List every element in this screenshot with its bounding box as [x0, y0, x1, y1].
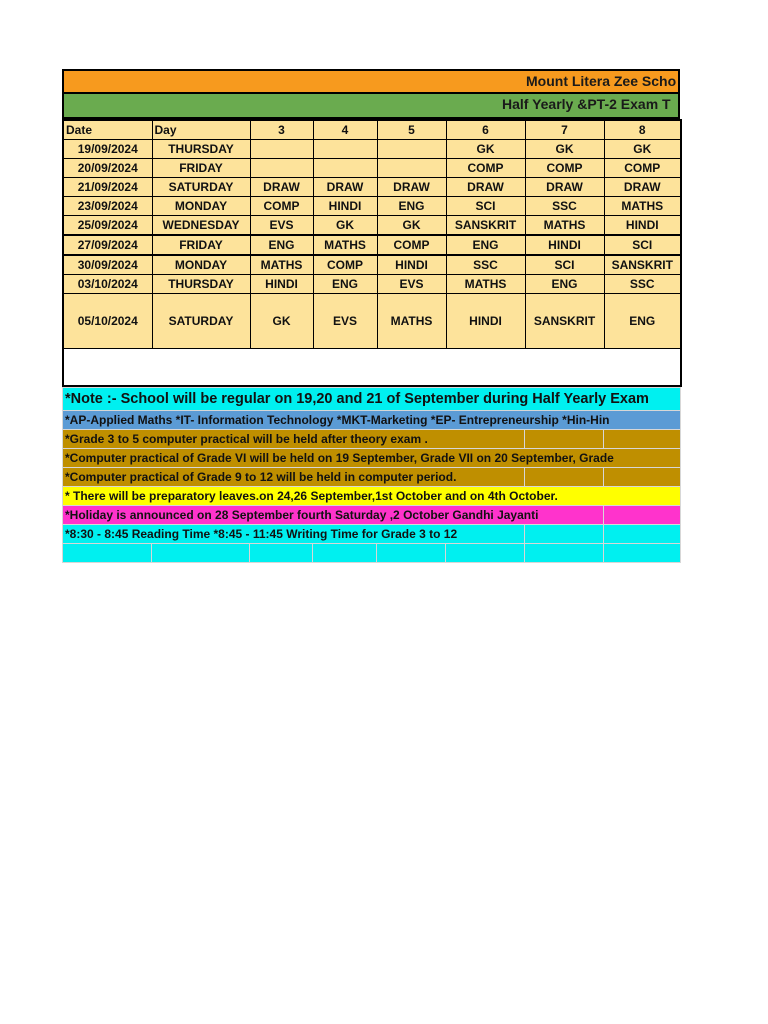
table-cell: SANSKRIT — [604, 255, 681, 275]
table-cell: SCI — [446, 197, 525, 216]
table-cell: MATHS — [377, 294, 446, 349]
exam-timetable — [62, 119, 682, 387]
table-cell: COMP — [604, 159, 681, 178]
note-holiday: *Holiday is announced on 28 September fourth Saturday ,2 October Gandhi Jayanti — [63, 506, 604, 525]
table-cell: SANSKRIT — [525, 294, 604, 349]
table-cell: HINDI — [377, 255, 446, 275]
table-cell: EVS — [313, 294, 377, 349]
table-cell: 03/10/2024 — [63, 275, 152, 294]
empty-cell — [604, 468, 681, 487]
table-cell — [377, 140, 446, 159]
table-cell: GK — [377, 216, 446, 236]
table-cell: COMP — [446, 159, 525, 178]
table-cell: SATURDAY — [152, 178, 250, 197]
table-cell: 05/10/2024 — [63, 294, 152, 349]
table-cell: GK — [446, 140, 525, 159]
note-row — [63, 525, 681, 544]
table-cell: MATHS — [525, 216, 604, 236]
table-cell — [250, 159, 313, 178]
table-cell: COMP — [313, 255, 377, 275]
table-cell: MONDAY — [152, 255, 250, 275]
table-cell: FRIDAY — [152, 235, 250, 255]
table-cell: COMP — [377, 235, 446, 255]
note-practical-grade-3-5: *Grade 3 to 5 computer practical will be held after theory exam . — [63, 430, 525, 449]
note-row — [63, 388, 681, 411]
header-row — [63, 120, 681, 140]
table-cell: THURSDAY — [152, 275, 250, 294]
table-row — [63, 294, 681, 349]
table-cell: COMP — [250, 197, 313, 216]
column-header: Day — [152, 120, 250, 140]
school-name-bar — [62, 69, 680, 94]
table-cell: SSC — [604, 275, 681, 294]
table-row — [63, 235, 681, 255]
table-cell: ENG — [377, 197, 446, 216]
table-cell: 20/09/2024 — [63, 159, 152, 178]
table-cell: MATHS — [604, 197, 681, 216]
note-row — [63, 468, 681, 487]
blank-cell — [63, 349, 681, 387]
column-header: Date — [63, 120, 152, 140]
note-regular-school: *Note :- School will be regular on 19,20 and 21 of September during Half Yearly Exam — [63, 388, 681, 411]
table-cell: DRAW — [250, 178, 313, 197]
note-row — [63, 487, 681, 506]
table-row — [63, 197, 681, 216]
empty-cell — [152, 544, 250, 563]
school-name: Mount Litera Zee Scho — [526, 73, 677, 89]
table-cell: HINDI — [525, 235, 604, 255]
table-cell: SCI — [525, 255, 604, 275]
notes-section — [62, 387, 681, 563]
note-preparatory-leaves: * There will be preparatory leaves.on 24,26 September,1st October and on 4th October. — [63, 487, 681, 506]
table-cell: EVS — [377, 275, 446, 294]
empty-cell — [604, 506, 681, 525]
table-cell: 21/09/2024 — [63, 178, 152, 197]
empty-cell — [604, 525, 681, 544]
table-cell: SANSKRIT — [446, 216, 525, 236]
table-cell: DRAW — [446, 178, 525, 197]
table-cell: GK — [250, 294, 313, 349]
table-cell: ENG — [525, 275, 604, 294]
table-cell: MATHS — [250, 255, 313, 275]
table-cell: ENG — [250, 235, 313, 255]
table-cell: MONDAY — [152, 197, 250, 216]
table-cell: DRAW — [377, 178, 446, 197]
table-cell — [313, 140, 377, 159]
table-cell: ENG — [446, 235, 525, 255]
table-cell: SSC — [525, 197, 604, 216]
empty-cell — [313, 544, 377, 563]
column-header: 8 — [604, 120, 681, 140]
empty-cell — [525, 525, 604, 544]
empty-cell — [446, 544, 525, 563]
note-timing: *8:30 - 8:45 Reading Time *8:45 - 11:45 Writing Time for Grade 3 to 12 — [63, 525, 525, 544]
table-cell: 25/09/2024 — [63, 216, 152, 236]
empty-cell — [250, 544, 313, 563]
table-cell: DRAW — [525, 178, 604, 197]
table-cell: GK — [604, 140, 681, 159]
table-cell: 23/09/2024 — [63, 197, 152, 216]
note-practical-grade-6-7: *Computer practical of Grade VI will be held on 19 September, Grade VII on 20 September, Grade — [63, 449, 681, 468]
table-row — [63, 255, 681, 275]
table-row — [63, 159, 681, 178]
table-cell: ENG — [604, 294, 681, 349]
table-cell — [250, 140, 313, 159]
note-practical-grade-9-12: *Computer practical of Grade 9 to 12 will be held in computer period. — [63, 468, 525, 487]
table-cell: HINDI — [604, 216, 681, 236]
table-cell: GK — [313, 216, 377, 236]
table-cell: EVS — [250, 216, 313, 236]
table-cell: SCI — [604, 235, 681, 255]
note-row — [63, 411, 681, 430]
table-cell: MATHS — [446, 275, 525, 294]
column-header: 7 — [525, 120, 604, 140]
table-cell: 27/09/2024 — [63, 235, 152, 255]
empty-cell — [525, 468, 604, 487]
table-row — [63, 275, 681, 294]
note-row — [63, 544, 681, 563]
column-header: 6 — [446, 120, 525, 140]
table-cell — [313, 159, 377, 178]
note-row — [63, 430, 681, 449]
empty-cell — [525, 544, 604, 563]
table-cell: SATURDAY — [152, 294, 250, 349]
table-cell: DRAW — [313, 178, 377, 197]
table-cell: HINDI — [313, 197, 377, 216]
column-header: 4 — [313, 120, 377, 140]
exam-title: Half Yearly &PT-2 Exam T — [502, 96, 671, 112]
blank-row — [63, 349, 681, 387]
table-cell: HINDI — [446, 294, 525, 349]
column-header: 5 — [377, 120, 446, 140]
table-row — [63, 140, 681, 159]
table-row — [63, 216, 681, 236]
table-cell: 19/09/2024 — [63, 140, 152, 159]
table-cell: ENG — [313, 275, 377, 294]
table-cell: WEDNESDAY — [152, 216, 250, 236]
table-cell: FRIDAY — [152, 159, 250, 178]
table-cell: MATHS — [313, 235, 377, 255]
table-cell: 30/09/2024 — [63, 255, 152, 275]
table-cell: DRAW — [604, 178, 681, 197]
table-cell — [377, 159, 446, 178]
empty-cell — [525, 430, 604, 449]
table-row — [63, 178, 681, 197]
timetable-sheet — [62, 69, 680, 563]
empty-cell — [63, 544, 152, 563]
table-cell: GK — [525, 140, 604, 159]
empty-cell — [604, 544, 681, 563]
note-row — [63, 449, 681, 468]
empty-cell — [377, 544, 446, 563]
table-cell: HINDI — [250, 275, 313, 294]
table-cell: THURSDAY — [152, 140, 250, 159]
column-header: 3 — [250, 120, 313, 140]
note-row — [63, 506, 681, 525]
exam-title-bar — [62, 94, 680, 119]
empty-cell — [604, 430, 681, 449]
table-cell: COMP — [525, 159, 604, 178]
note-abbreviations: *AP-Applied Maths *IT- Information Technology *MKT-Marketing *EP- Entrepreneurship *Hin-Hin — [63, 411, 681, 430]
table-cell: SSC — [446, 255, 525, 275]
